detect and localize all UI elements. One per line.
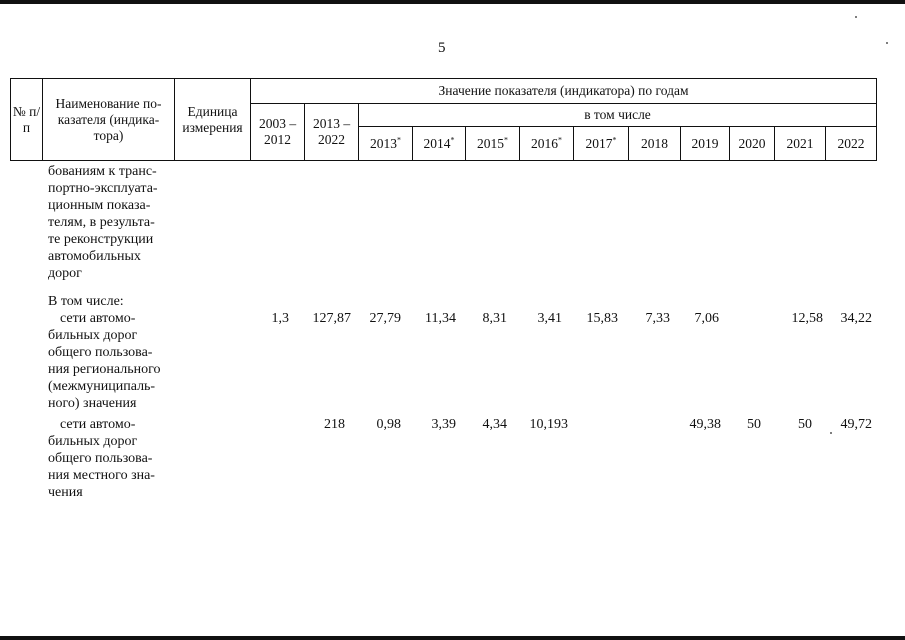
top-border: [0, 0, 905, 4]
continuation-line: портно-эксплуата-: [48, 181, 158, 196]
col-header-unit: Единица измерения: [175, 79, 251, 161]
cell-2015: 8,31: [482, 311, 507, 326]
row-name-line: общего пользова-: [48, 451, 153, 466]
row-name-line: ного) значения: [48, 396, 137, 411]
indicator-table-header: [10, 78, 877, 161]
cell-2013-2022: 127,87: [312, 311, 351, 326]
col-header-year: 2014*: [413, 127, 466, 161]
col-header-including: в том числе: [359, 104, 877, 127]
scan-speck: [855, 16, 857, 18]
row-name-line: общего пользова-: [48, 345, 153, 360]
row-name-line: ния регионального: [48, 362, 161, 377]
cell-2021: 50: [798, 417, 812, 432]
row-name-line: чения: [48, 485, 83, 500]
col-header-year: 2021: [775, 127, 826, 161]
cell-2022: 49,72: [840, 417, 872, 432]
col-header-year: 2020: [730, 127, 775, 161]
cell-2013-2022: 218: [324, 417, 345, 432]
cell-2017: 15,83: [586, 311, 618, 326]
including-label: В том числе:: [48, 294, 124, 309]
bottom-border: [0, 636, 905, 640]
col-header-year: 2013*: [359, 127, 413, 161]
row-name-line: ния местного зна-: [48, 468, 155, 483]
cell-2016: 3,41: [537, 311, 562, 326]
cell-2020: 50: [747, 417, 761, 432]
continuation-line: телям, в результа-: [48, 215, 155, 230]
col-header-year: 2015*: [466, 127, 520, 161]
cell-2014: 11,34: [425, 311, 456, 326]
continuation-line: те реконструкции: [48, 232, 154, 247]
col-header-year: 2018: [629, 127, 681, 161]
col-header-year: 2019: [681, 127, 730, 161]
col-header-year: 2016*: [520, 127, 574, 161]
row-name-line: бильных дорог: [48, 434, 138, 449]
continuation-line: ционным показа-: [48, 198, 151, 213]
col-header-values-by-year: Значение показателя (индикатора) по годам: [251, 79, 877, 104]
col-header-year: 2017*: [574, 127, 629, 161]
cell-2014: 3,39: [431, 417, 456, 432]
page-number: 5: [438, 40, 446, 56]
col-header-2003-2012: 2003 – 2012: [251, 104, 305, 161]
cell-2022: 34,22: [840, 311, 872, 326]
cell-2013: 27,79: [369, 311, 401, 326]
col-header-year: 2022: [826, 127, 877, 161]
col-header-name: Наименование по-казателя (индика-тора): [43, 79, 175, 161]
row-name-line: бильных дорог: [48, 328, 138, 343]
cell-2003-2012: 1,3: [271, 311, 289, 326]
cell-2019: 7,06: [694, 311, 719, 326]
row-name-line: сети автомо-: [60, 311, 136, 326]
scan-speck: [886, 42, 888, 44]
row-name-line: сети автомо-: [60, 417, 136, 432]
continuation-line: дорог: [48, 266, 82, 281]
cell-2019: 49,38: [689, 417, 721, 432]
continuation-line: бованиям к транс-: [48, 164, 157, 179]
cell-2018: 7,33: [645, 311, 670, 326]
row-name-line: (межмуниципаль-: [48, 379, 156, 394]
cell-2013: 0,98: [376, 417, 401, 432]
cell-2015: 4,34: [482, 417, 507, 432]
cell-2016: 10,193: [529, 417, 568, 432]
cell-2021: 12,58: [791, 311, 823, 326]
col-header-no: № п/п: [11, 79, 43, 161]
col-header-2013-2022: 2013 – 2022: [305, 104, 359, 161]
continuation-line: автомобильных: [48, 249, 141, 264]
